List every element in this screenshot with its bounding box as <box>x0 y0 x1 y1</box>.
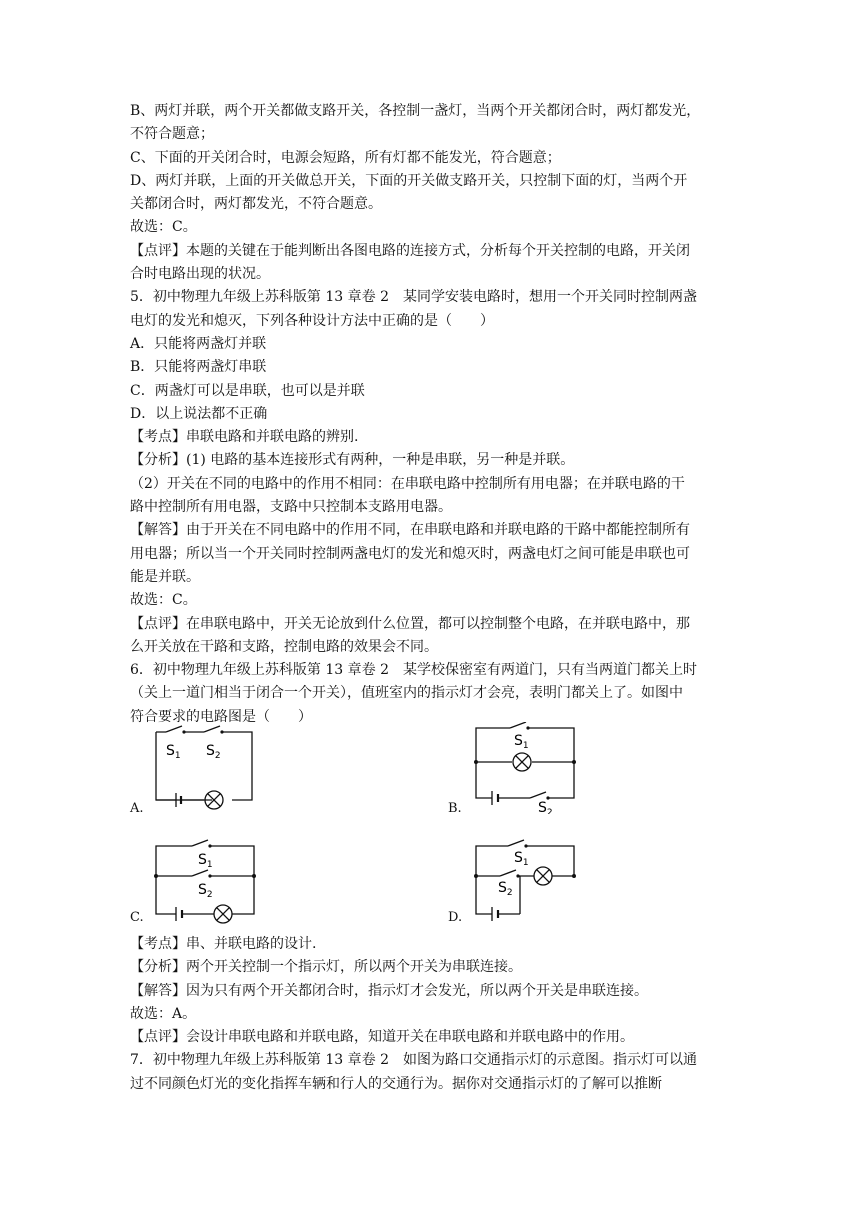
circuit-diagram-c <box>150 834 262 926</box>
text-line: 【点评】在串联电路中，开关无论放到什么位置，都可以控制整个电路，在并联电路中，那 <box>130 615 690 632</box>
text-line: 【点评】本题的关键在于能判断出各图电路的连接方式，分析每个开关控制的电路，开关闭 <box>130 242 690 259</box>
text-line: B、两灯并联，两个开关都做支路开关，各控制一盏灯，当两个开关都闭合时，两灯都发光， <box>130 103 701 119</box>
text-line: 【解答】由于开关在不同电路中的作用不同，在串联电路和并联电路的干路中都能控制所有 <box>130 522 690 539</box>
text-line: 用电器；所以当一个开关同时控制两盏电灯的发光和熄灭时，两盏电灯之间可能是串联也可 <box>130 545 690 562</box>
option-a: A．只能将两盏灯并联 <box>130 335 267 352</box>
text-line: 故选：C。 <box>130 219 197 236</box>
switch-s1-label: $S_1$ <box>514 733 529 751</box>
circuit-diagram-a <box>148 722 260 812</box>
switch-s2-label: $S_2$ <box>198 882 213 900</box>
text-line: C、下面的开关闭合时，电源会短路，所有灯都不能发光，符合题意； <box>130 149 561 166</box>
question-7-stem: 7．初中物理九年级上苏科版第 13 章卷 2 如图为路口交通指示灯的示意图。指示灯可以通 <box>130 1052 697 1069</box>
text-block-before-figures <box>130 100 750 729</box>
document-page <box>130 100 750 729</box>
text-line: 过不同颜色灯光的变化指挥车辆和行人的交通行为。据你对交通指示灯的了解可以推断 <box>130 1075 662 1092</box>
text-line: （2）开关在不同的电路中的作用不相同：在串联电路中控制所有用电器；在并联电路的干 <box>130 475 685 492</box>
text-line: （关上一道门相当于闭合一个开关），值班室内的指示灯才会亮，表明门都关上了。如图中 <box>130 685 683 702</box>
figure-c-label: C. <box>130 910 144 925</box>
figure-d-label: D. <box>448 910 463 925</box>
text-block-after-figures <box>130 933 750 1096</box>
question-5-stem: 5．初中物理九年级上苏科版第 13 章卷 2 某同学安装电路时，想用一个开关同时控制两盏 <box>130 289 697 306</box>
option-c: C．两盏灯可以是串联，也可以是并联 <box>130 382 365 399</box>
text-line: 符合要求的电路图是（ ） <box>130 708 312 725</box>
circuit-diagram-b <box>470 722 582 814</box>
text-line: 能是并联。 <box>130 568 200 585</box>
text-line: 【解答】因为只有两个开关都闭合时，指示灯才会发光，所以两个开关是串联连接。 <box>130 982 648 999</box>
circuit-diagram-d <box>470 834 582 926</box>
text-line: 【分析】(1) 电路的基本连接形式有两种，一种是串联，另一种是并联。 <box>130 452 575 469</box>
text-line: 故选：C。 <box>130 592 197 609</box>
switch-s2-label: $S_2$ <box>498 880 513 898</box>
text-line: 故选：A。 <box>130 1005 197 1022</box>
switch-s1-label: $S_1$ <box>514 850 529 868</box>
figure-b-label: B. <box>448 801 462 816</box>
switch-s2-label: $S_2$ <box>206 743 221 761</box>
text-line: 【考点】串联电路和并联电路的辨别. <box>130 429 359 446</box>
text-line: 合时电路出现的状况。 <box>130 266 270 283</box>
option-b: B．只能将两盏灯串联 <box>130 359 267 376</box>
text-line: 电灯的发光和熄灭，下列各种设计方法中正确的是（ ） <box>130 312 494 329</box>
text-line: 关都闭合时，两灯都发光，不符合题意。 <box>130 196 382 213</box>
question-6-stem: 6．初中物理九年级上苏科版第 13 章卷 2 某学校保密室有两道门，只有当两道门都关上时 <box>130 662 697 679</box>
text-line: D、两灯并联，上面的开关做总开关，下面的开关做支路开关，只控制下面的灯，当两个开 <box>130 172 688 189</box>
text-line: 【考点】串、并联电路的设计. <box>130 936 317 952</box>
text-line: 不符合题意； <box>130 126 214 143</box>
switch-s2-label: $S_2$ <box>538 800 553 814</box>
switch-s1-label: $S_1$ <box>166 743 181 761</box>
figure-a-label: A. <box>130 801 144 816</box>
text-line: 【点评】会设计串联电路和并联电路，知道开关在串联电路和并联电路中的作用。 <box>130 1029 634 1046</box>
text-line: 【分析】两个开关控制一个指示灯，所以两个开关为串联连接。 <box>130 959 522 976</box>
text-line: 么开关放在干路和支路，控制电路的效果会不同。 <box>130 638 438 655</box>
switch-s1-label: $S_1$ <box>198 852 213 870</box>
text-line: 路中控制所有用电器，支路中只控制本支路用电器。 <box>130 499 452 516</box>
option-d: D．以上说法都不正确 <box>130 405 268 422</box>
